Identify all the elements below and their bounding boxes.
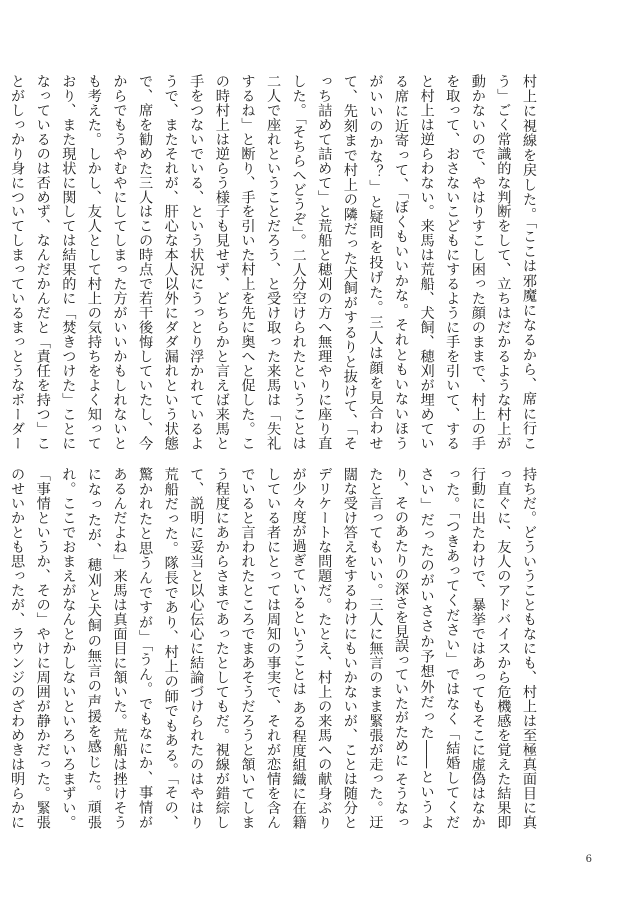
- page-number: 6: [585, 854, 592, 865]
- paragraph-top: 村上に視線を戻した。「ここは邪魔になるから、席に行こう」ごく常識的な判断をして、立ちはだかるような村上が動かないので、やはりすこし困った顔のままで、村上の手を取って、おさないこどもにするように手を引いて、すると村上は逆らわない。来馬は荒船、犬飼、穂刈が埋めている席に近寄って、「ぼくもいいかな。それともいないほうがいいのかな？」と疑問を投げた。三人は顔を見合わせて、先刻まで村上の隣だった犬飼がするりと抜けて、「そっち詰めて詰めて」と荒船と穂刈の方へ無理やりに座り直した。「そちらへどうぞ」。二人分空けられたということは二人で座れということだろう、と受け取った来馬は「失礼するね」と断り、手を引いた村上を先に奥へと促した。この時村上は逆らう様子も見せず、どちらかと言えば来馬と手をつないでいる、という状況にうっとり浮かれているようで、またそれが、肝心な本人以外にダダ漏れという状態で、席を勧めた三人はこの時点で若干後悔していたし、今からでもうやむやにしてしまった方がいいかもしれないとも考えた。しかし、友人として村上の気持ちをよく知っており、また現状に関しては結果的に「焚きつけた」ことになっているのは否めず、なんだかんだと「責任を持つ」ことがしっかり身についてしまっているまっとうなボーダー: [9, 74, 537, 450]
- paragraph-bottom: 持ちだ。どういうこともなにも、村上は至極真面目に真っ直ぐに、友人のアドバイスから危機感を覚えた結果即行動に出たわけで、暴挙ではあってもそこに虚偽はなかった。「つきあってください」ではなく「結婚してください」だったのがいささか予想外だった――というより、そのあたりの深さを見誤っていたがために そうなったと言ってもいい。三人に無言のまま緊張が走った。迂闊な受け答えをするわけにもいかないが、ことは随分とデリケートな問題だ。たとえ、村上の来馬への献身ぶりが少々度が過ぎているということは ある程度組織に在籍している者にとっては周知の事実で、それが恋情を含んでいると言われたところでまあそうだろうと頷いてしまう程度にあからさまであったとしてもだ。視線が錯綜して、説明に妥当と以心伝心に結論づけられたのはやはり荒船だった。隊長であり、村上の師でもある。「その、驚かれたと思うんですが」「うん。でもなにか、事情があるんだよね」来馬は真面目に頷いた。荒船は挫けそうになったが、穂刈と犬飼の無言の声援を感じた。頑張れ。ここでおまえがなんとかしないといろいろまずい。「事情というか、その」やけに周囲が静かだった。緊張のせいかとも思ったが、ラウンジのざわめきは明らかに: [9, 467, 537, 829]
- text-block-top: [9, 74, 541, 450]
- text-block-bottom: [9, 467, 541, 829]
